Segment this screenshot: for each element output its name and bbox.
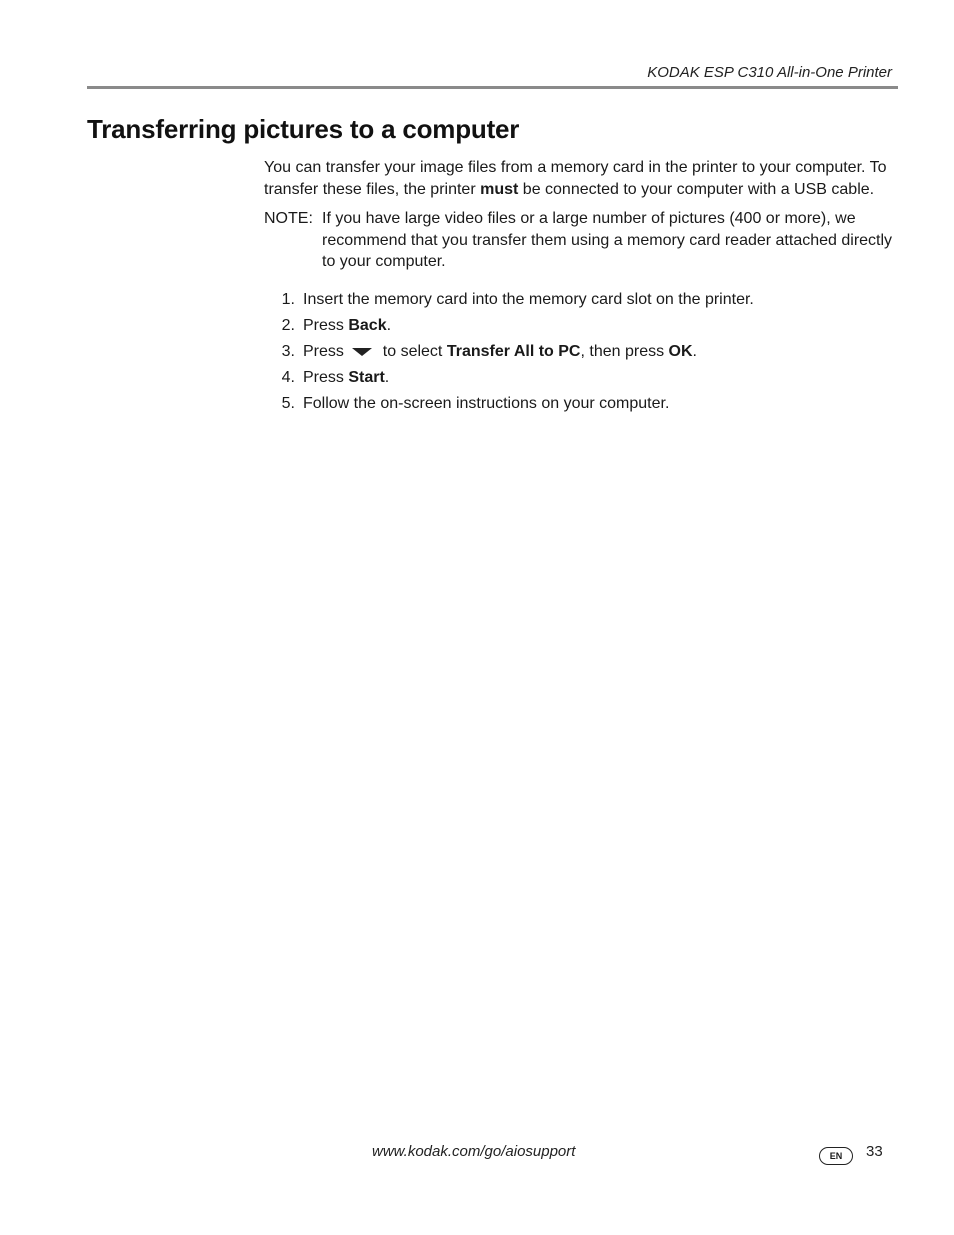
step-text [295,367,389,389]
step-pre: Press [303,316,349,334]
back-label: Back [348,316,387,334]
step-number: 5. [281,394,295,412]
page-number: 33 [866,1143,883,1160]
language-badge: EN [819,1147,853,1165]
step-text [295,341,697,363]
footer-url-link[interactable]: www.kodak.com/go/aiosupport [372,1143,576,1160]
down-arrow-icon [352,348,372,356]
step-mid: , then press [580,342,669,360]
intro-bold: must [480,180,519,198]
step-number: 1. [281,290,295,308]
step-text [295,315,391,337]
header-rule [87,86,898,89]
list-item [264,365,896,391]
step-post: . [386,316,392,334]
step-mid: to select [378,342,447,360]
main-content [264,157,896,417]
step-pre: Press [303,368,349,386]
intro-paragraph [264,157,896,200]
note-text: If you have large video files or a large number of pictures (400 or more), we recommend that you transfer them using a memory card reader attached directly to your computer. [322,210,893,270]
intro-text-2: be connected to your computer with a USB cable. [518,180,875,198]
start-label: Start [348,368,385,386]
step-number: 2. [281,316,295,334]
list-item [264,391,896,417]
running-header: KODAK ESP C310 All-in-One Printer [647,64,892,81]
note [264,208,896,273]
list-item [264,287,896,313]
ok-label: OK [668,342,693,360]
step-post: . [384,368,390,386]
step-number: 4. [281,368,295,386]
step-number: 3. [281,342,295,360]
step-post: . [692,342,697,360]
step-pre: Press [303,342,349,360]
step-text: Insert the memory card into the memory card slot on the printer. [303,290,754,308]
page-title: Transferring pictures to a computer [87,114,520,144]
steps-list [264,287,896,417]
intro-text-1: You can transfer your image files from a memory card in the printer to your computer. To transfer these files, the printer [264,159,887,198]
step-text: Follow the on-screen instructions on your computer. [303,394,670,412]
transfer-all-label: Transfer All to PC [446,342,581,360]
list-item [264,339,896,365]
list-item [264,313,896,339]
note-label: NOTE: [264,210,313,227]
